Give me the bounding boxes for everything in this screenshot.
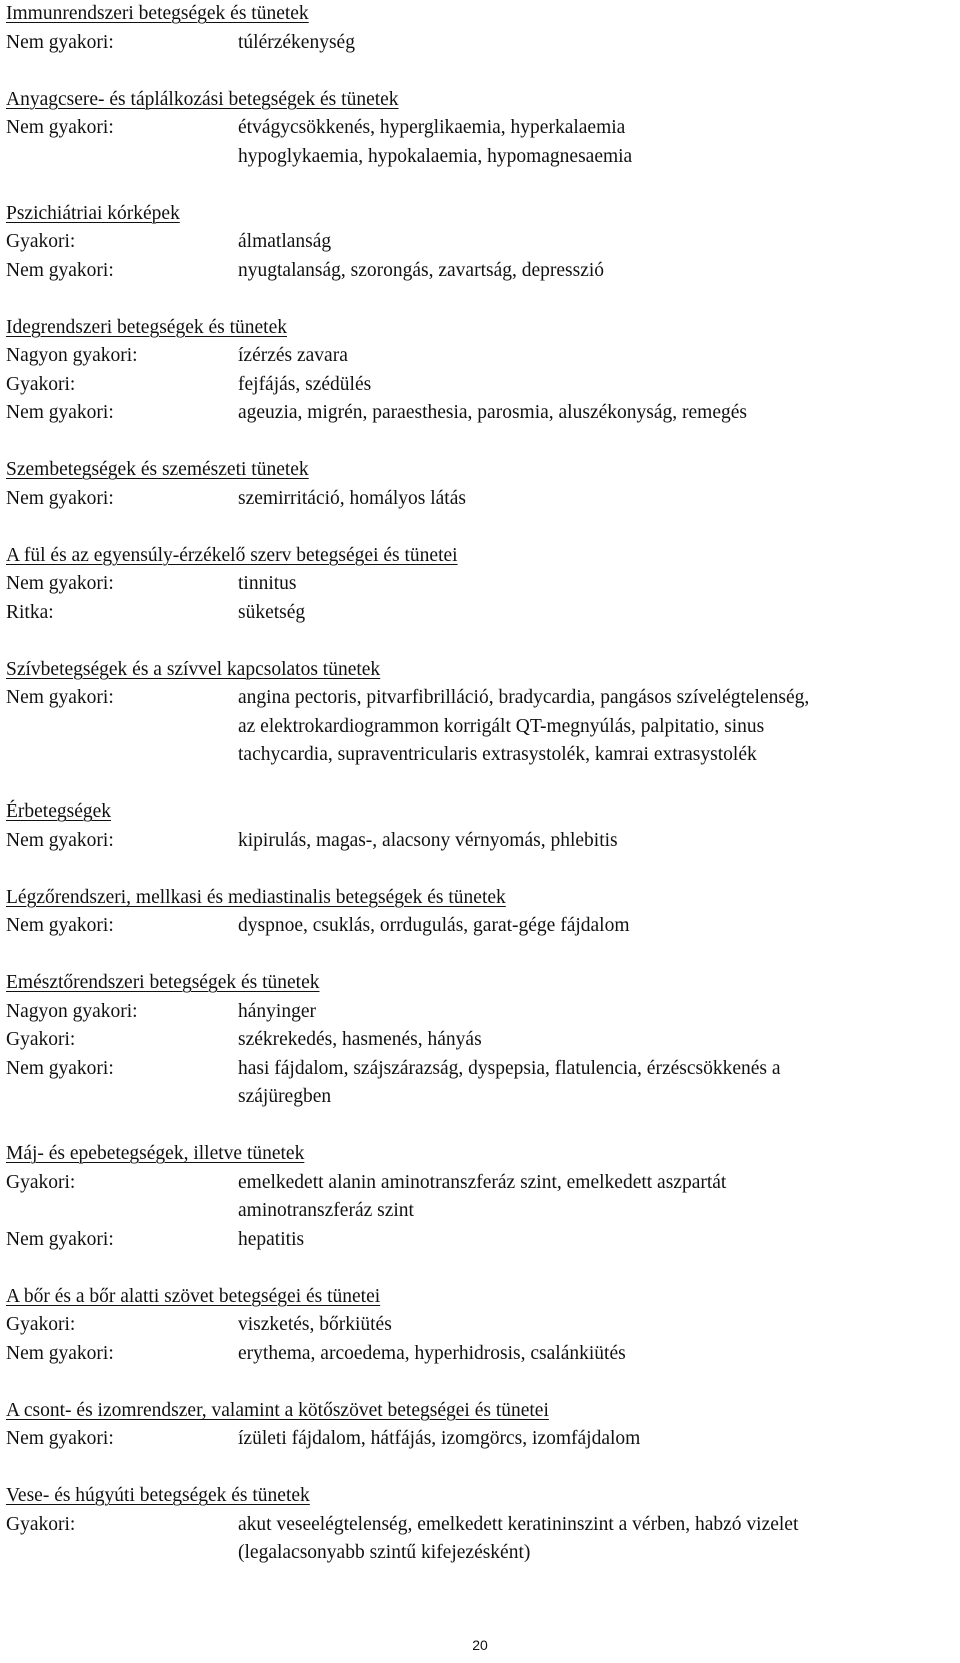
section-heading: A bőr és a bőr alatti szövet betegségei és tünetei: [6, 1285, 381, 1307]
frequency-label: Nem gyakori:: [6, 687, 114, 708]
effects-text: [238, 599, 936, 628]
frequency-label: Gyakori:: [6, 1029, 76, 1050]
effects-line: fejfájás, szédülés: [238, 373, 372, 395]
frequency-row: [6, 570, 936, 599]
page-number: 20: [472, 1637, 488, 1653]
effects-text: [238, 399, 936, 428]
effects-line: erythema, arcoedema, hyperhidrosis, csalánkiütés: [238, 1342, 626, 1364]
section-heading: Érbetegségek: [6, 801, 112, 822]
effects-line: étvágycsökkenés, hyperglikaemia, hyperkalaemia: [238, 117, 626, 138]
effects-line: dyspnoe, csuklás, orrdugulás, garat-gége fájdalom: [238, 915, 630, 936]
frequency-row: [6, 399, 936, 428]
frequency-row: [6, 114, 936, 171]
effects-text: [238, 29, 936, 58]
section-nervous-system: [6, 314, 936, 428]
frequency-label: Gyakori:: [6, 373, 76, 395]
effects-line: hasi fájdalom, szájszárazság, dyspepsia, flatulencia, érzéscsökkenés a: [238, 1057, 781, 1079]
frequency-row: [6, 371, 936, 400]
effects-line: szemirritáció, homályos látás: [238, 487, 466, 509]
effects-line: hepatitis: [238, 1228, 305, 1250]
frequency-label: Nem gyakori:: [6, 1428, 114, 1449]
section-heading: Pszichiátriai kórképek: [6, 202, 180, 224]
frequency-row: [6, 1026, 936, 1055]
section-heading: Légzőrendszeri, mellkasi és mediastinalis betegségek és tünetek: [6, 886, 506, 908]
section-vascular: [6, 798, 936, 855]
section-cardiac: [6, 656, 936, 770]
frequency-label: Nem gyakori:: [6, 117, 114, 138]
effects-text: [238, 228, 936, 257]
frequency-row: [6, 1340, 936, 1369]
section-gastrointestinal: [6, 969, 936, 1112]
effects-line: túlérzékenység: [238, 31, 355, 53]
frequency-row: [6, 912, 936, 941]
frequency-row: [6, 1511, 936, 1568]
frequency-row: [6, 485, 936, 514]
effects-line: ageuzia, migrén, paraesthesia, parosmia, aluszékonyság, remegés: [238, 402, 747, 423]
frequency-row: [6, 1311, 936, 1340]
effects-text: [238, 1055, 936, 1112]
adverse-reactions-document: [6, 0, 936, 1596]
section-heading: Emésztőrendszeri betegségek és tünetek: [6, 972, 320, 993]
section-heading: Anyagcsere- és táplálkozási betegségek és tünetek: [6, 88, 399, 110]
effects-text: [238, 570, 936, 599]
frequency-row: [6, 599, 936, 628]
effects-line: ízérzés zavara: [238, 345, 348, 366]
effects-line: viszketés, bőrkiütés: [238, 1314, 392, 1335]
frequency-label: Nem gyakori:: [6, 1228, 114, 1250]
section-heading: Máj- és epebetegségek, illetve tünetek: [6, 1143, 305, 1164]
effects-line: az elektrokardiogrammon korrigált QT-megnyúlás, palpitatio, sinus: [238, 715, 765, 737]
section-psychiatric: [6, 200, 936, 286]
frequency-label: Nem gyakori:: [6, 915, 114, 936]
effects-line: kipirulás, magas-, alacsony vérnyomás, phlebitis: [238, 829, 618, 851]
effects-line: székrekedés, hasmenés, hányás: [238, 1029, 482, 1050]
frequency-label: Nem gyakori:: [6, 829, 114, 851]
effects-text: [238, 371, 936, 400]
effects-line: álmatlanság: [238, 231, 332, 252]
effects-line: süketség: [238, 601, 306, 623]
frequency-label: Nem gyakori:: [6, 402, 114, 423]
section-heading: Szívbetegségek és a szívvel kapcsolatos tünetek: [6, 658, 381, 680]
effects-line: tinnitus: [238, 573, 297, 594]
frequency-label: Nagyon gyakori:: [6, 345, 138, 366]
effects-text: [238, 257, 936, 286]
section-heading: A fül és az egyensúly-érzékelő szerv betegségei és tünetei: [6, 544, 458, 566]
section-heading: Szembetegségek és szemészeti tünetek: [6, 459, 309, 480]
effects-text: [238, 998, 936, 1027]
effects-text: [238, 1511, 936, 1568]
section-heading: Immunrendszeri betegségek és tünetek: [6, 3, 309, 24]
section-immune: [6, 0, 936, 57]
section-heading: Vese- és húgyúti betegségek és tünetek: [6, 1485, 310, 1506]
section-hepatobiliary: [6, 1140, 936, 1254]
section-renal: [6, 1482, 936, 1568]
effects-text: [238, 1340, 936, 1369]
frequency-row: [6, 342, 936, 371]
effects-line: akut veseelégtelenség, emelkedett keratininszint a vérben, habzó vizelet: [238, 1513, 799, 1535]
effects-line: angina pectoris, pitvarfibrilláció, bradycardia, pangásos szívelégtelenség,: [238, 687, 810, 708]
frequency-label: Nem gyakori:: [6, 1057, 114, 1079]
frequency-label: Gyakori:: [6, 1171, 76, 1193]
effects-text: [238, 912, 936, 941]
effects-line: nyugtalanság, szorongás, zavartság, depresszió: [238, 259, 605, 281]
section-heading: A csont- és izomrendszer, valamint a kötőszövet betegségei és tünetei: [6, 1399, 549, 1421]
effects-text: [238, 827, 936, 856]
effects-line: emelkedett alanin aminotranszferáz szint, emelkedett aszpartát: [238, 1171, 727, 1193]
effects-text: [238, 1425, 936, 1454]
frequency-label: Ritka:: [6, 601, 54, 623]
effects-text: [238, 684, 936, 770]
frequency-row: [6, 29, 936, 58]
frequency-label: Gyakori:: [6, 1314, 76, 1335]
effects-text: [238, 1226, 936, 1255]
frequency-label: Nem gyakori:: [6, 487, 114, 509]
effects-text: [238, 1311, 936, 1340]
frequency-row: [6, 827, 936, 856]
frequency-row: [6, 998, 936, 1027]
frequency-row: [6, 684, 936, 770]
effects-line: szájüregben: [238, 1086, 332, 1107]
frequency-label: Nem gyakori:: [6, 259, 114, 281]
frequency-label: Gyakori:: [6, 231, 76, 252]
section-metabolism: [6, 86, 936, 172]
effects-text: [238, 485, 936, 514]
frequency-row: [6, 1055, 936, 1112]
effects-line: hypoglykaemia, hypokalaemia, hypomagnesaemia: [238, 145, 633, 167]
frequency-row: [6, 1425, 936, 1454]
effects-line: aminotranszferáz szint: [238, 1200, 414, 1221]
effects-line: hányinger: [238, 1000, 316, 1022]
effects-text: [238, 1169, 936, 1226]
frequency-row: [6, 257, 936, 286]
section-respiratory: [6, 884, 936, 941]
frequency-label: Nem gyakori:: [6, 1342, 114, 1364]
frequency-row: [6, 1226, 936, 1255]
section-heading: Idegrendszeri betegségek és tünetek: [6, 316, 287, 338]
effects-text: [238, 1026, 936, 1055]
effects-line: (legalacsonyabb szintű kifejezésként): [238, 1542, 531, 1563]
frequency-label: Nem gyakori:: [6, 573, 114, 594]
section-musculoskeletal: [6, 1397, 936, 1454]
section-skin: [6, 1283, 936, 1369]
effects-line: ízületi fájdalom, hátfájás, izomgörcs, izomfájdalom: [238, 1428, 641, 1449]
effects-text: [238, 114, 936, 171]
section-eye: [6, 456, 936, 513]
effects-text: [238, 342, 936, 371]
effects-line: tachycardia, supraventricularis extrasystolék, kamrai extrasystolék: [238, 744, 757, 765]
frequency-label: Nem gyakori:: [6, 31, 114, 53]
frequency-label: Nagyon gyakori:: [6, 1000, 138, 1022]
frequency-row: [6, 1169, 936, 1226]
frequency-label: Gyakori:: [6, 1513, 76, 1535]
section-ear: [6, 542, 936, 628]
frequency-row: [6, 228, 936, 257]
